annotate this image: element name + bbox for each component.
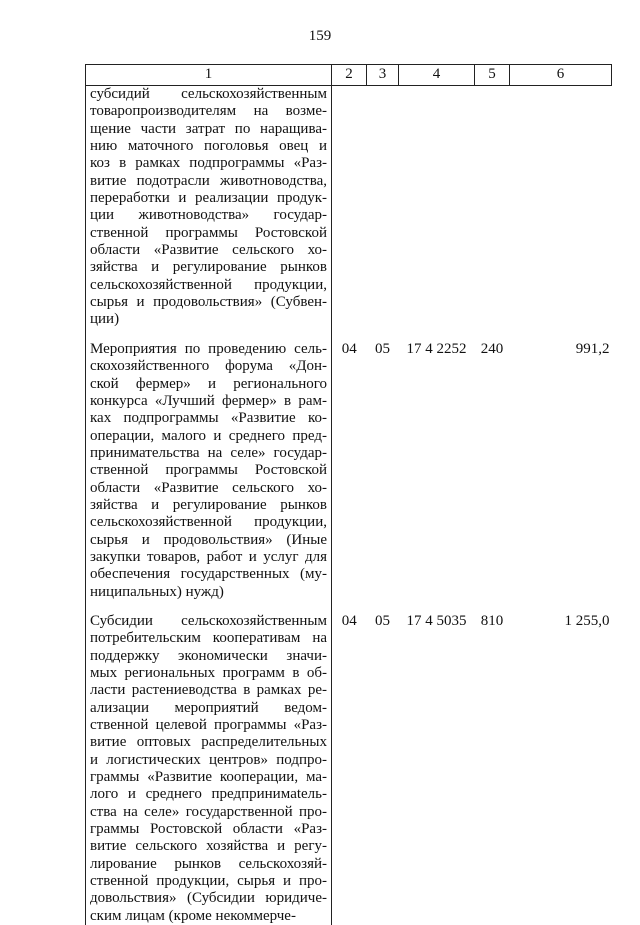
text-line: витие оптовых распределительных xyxy=(90,734,327,751)
text-line: лирование рынков сельскохозяй- xyxy=(90,856,327,873)
text-line: и логистических центров» подпро- xyxy=(90,752,327,769)
text-line: довольствия» (Субсидии юридиче- xyxy=(90,890,327,907)
row-amount: 991,2 xyxy=(510,341,612,601)
row-expense-type: 810 xyxy=(475,613,510,925)
text-line: Мероприятия по проведению сель- xyxy=(90,341,327,358)
text-line: ниципальных) нужд) xyxy=(90,584,327,601)
text-line: граммы «Развитие кооперации, ма- xyxy=(90,769,327,786)
text-line: ках подпрограммы «Развитие ко- xyxy=(90,410,327,427)
text-line: переработки и реализации продук- xyxy=(90,190,327,207)
text-line: сельскохозяйственной продукции, xyxy=(90,277,327,294)
header-cell-3: 3 xyxy=(367,65,399,86)
row-description xyxy=(86,341,332,601)
text-line: граммы Ростовской области «Раз- xyxy=(90,821,327,838)
text-line: ства на селе» государственной про- xyxy=(90,804,327,821)
table-row xyxy=(86,613,612,925)
header-cell-4: 4 xyxy=(399,65,475,86)
text-line: области «Развитие сельского хо- xyxy=(90,480,327,497)
text-line: потребительским кооперативам на xyxy=(90,630,327,647)
text-line: конкурса «Лучший фермер» в рам- xyxy=(90,393,327,410)
text-line: нию маточного поголовья овец и xyxy=(90,138,327,155)
header-cell-2: 2 xyxy=(332,65,367,86)
text-line: ственной продукции, сырья и про- xyxy=(90,873,327,890)
text-line: лого и среднего предпринимatель- xyxy=(90,786,327,803)
text-line: щение части затрат по наращива- xyxy=(90,121,327,138)
row-section xyxy=(332,86,367,329)
budget-table xyxy=(85,64,612,925)
row-text xyxy=(90,613,327,925)
text-line: обеспечения государственных (му- xyxy=(90,566,327,583)
row-subsection: 05 xyxy=(367,341,399,601)
table-row xyxy=(86,86,612,329)
text-line: ской фермер» и регионального xyxy=(90,376,327,393)
text-line: ственной целевой программы «Раз- xyxy=(90,717,327,734)
row-section: 04 xyxy=(332,613,367,925)
header-cell-6: 6 xyxy=(510,65,612,86)
text-line: сырья и продовольствия» (Иные xyxy=(90,532,327,549)
text-line: субсидий сельскохозяйственным xyxy=(90,86,327,103)
text-line: сырья и продовольствия» (Субвен- xyxy=(90,294,327,311)
text-line: ции животноводства» государ- xyxy=(90,207,327,224)
text-line: ализации мероприятий ведом- xyxy=(90,700,327,717)
text-line: ственной программы Ростовской xyxy=(90,462,327,479)
text-line: зяйства и регулирование рынков xyxy=(90,259,327,276)
row-amount xyxy=(510,86,612,329)
header-row xyxy=(86,65,612,86)
row-text xyxy=(90,341,327,601)
row-text xyxy=(90,86,327,329)
text-line: поддержку экономически значи- xyxy=(90,648,327,665)
text-line: коз в рамках подпрограммы «Раз- xyxy=(90,155,327,172)
row-spacer xyxy=(86,601,612,613)
text-line: ласти растениеводства в рамках ре- xyxy=(90,682,327,699)
row-target-article: 17 4 2252 xyxy=(399,341,475,601)
row-subsection xyxy=(367,86,399,329)
row-expense-type: 240 xyxy=(475,341,510,601)
text-line: ским лицам (кроме некоммерче- xyxy=(90,908,327,925)
text-line: ции) xyxy=(90,311,327,328)
text-line: ственной программы Ростовской xyxy=(90,225,327,242)
row-subsection: 05 xyxy=(367,613,399,925)
text-line: мых региональных программ в об- xyxy=(90,665,327,682)
row-expense-type xyxy=(475,86,510,329)
row-target-article xyxy=(399,86,475,329)
text-line: закупки товаров, работ и услуг для xyxy=(90,549,327,566)
row-description xyxy=(86,86,332,329)
text-line: товаропроизводителям на возме- xyxy=(90,103,327,120)
table-header xyxy=(86,65,612,86)
text-line: зяйства и регулирование рынков xyxy=(90,497,327,514)
row-target-article: 17 4 5035 xyxy=(399,613,475,925)
row-description xyxy=(86,613,332,925)
row-amount: 1 255,0 xyxy=(510,613,612,925)
text-line: сельскохозяйственной продукции, xyxy=(90,514,327,531)
table-body xyxy=(86,86,612,925)
text-line: скохозяйственного форума «Дон- xyxy=(90,358,327,375)
text-line: принимательства на селе» государ- xyxy=(90,445,327,462)
page-number: 159 xyxy=(0,27,640,45)
table-row xyxy=(86,341,612,601)
text-line: витие сельского хозяйства и регу- xyxy=(90,838,327,855)
header-cell-5: 5 xyxy=(475,65,510,86)
text-line: витие подотрасли животноводства, xyxy=(90,173,327,190)
text-line: Субсидии сельскохозяйственным xyxy=(90,613,327,630)
row-spacer xyxy=(86,329,612,341)
row-section: 04 xyxy=(332,341,367,601)
header-cell-1: 1 xyxy=(86,65,332,86)
text-line: операции, малого и среднего пред- xyxy=(90,428,327,445)
text-line: области «Развитие сельского хо- xyxy=(90,242,327,259)
